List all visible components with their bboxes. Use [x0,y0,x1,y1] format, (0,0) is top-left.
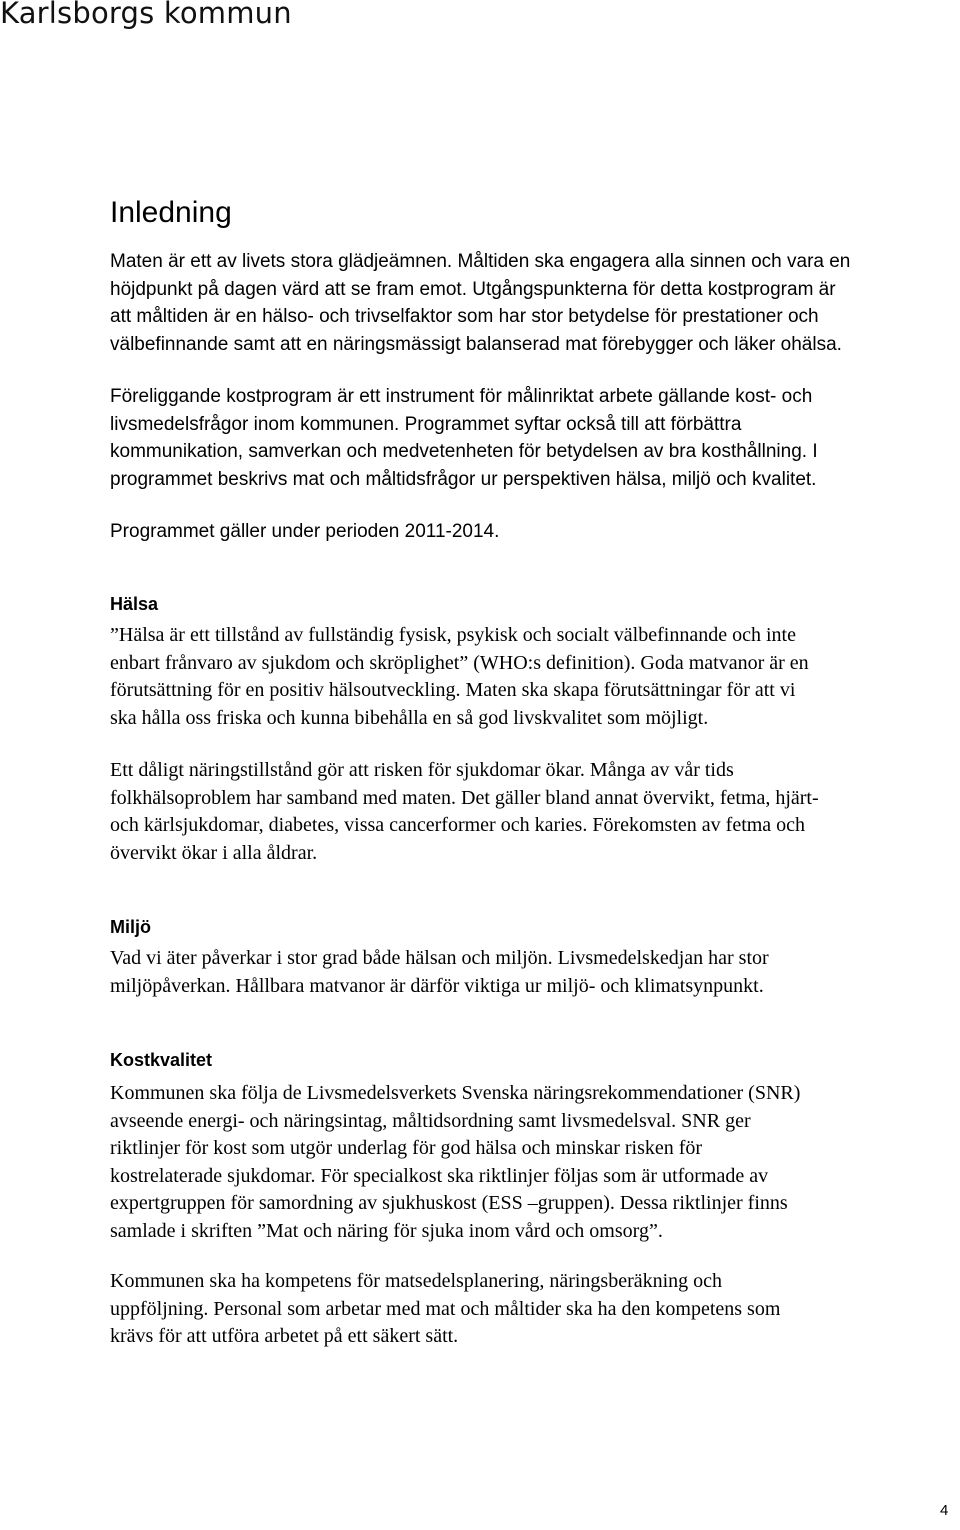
kostkvalitet-paragraph-1 [110,1080,800,1245]
text-line: enbart frånvaro av sjukdom och skröplighet” (WHO:s definition). Goda matvanor är en [110,651,809,674]
text-line: samlade i skriften ”Mat och näring för sjuka inom vård och omsorg”. [110,1219,663,1242]
text-line: livsmedelsfrågor inom kommunen. Programmet syftar också till att förbättra [110,413,742,435]
text-line: Programmet gäller under perioden 2011-2014. [110,521,500,542]
text-line: miljöpåverkan. Hållbara matvanor är därför viktiga ur miljö- och klimatsynpunkt. [110,974,764,997]
text-line: att måltiden är en hälso- och trivselfaktor som har stor betydelse för prestationer och [110,306,819,327]
intro-paragraph-2 [110,383,818,493]
text-line: välbefinnande samt att en näringsmässigt balanserad mat förebygger och läker ohälsa. [110,333,842,355]
text-line: ”Hälsa är ett tillstånd av fullständig fysisk, psykisk och socialt välbefinnande och inte [110,624,796,646]
text-line: ska hålla oss friska och kunna bibehålla en så god livskvalitet som möjligt. [110,706,709,729]
section-heading-halsa: Hälsa [110,594,159,614]
section-heading-kostkvalitet: Kostkvalitet [110,1050,213,1070]
text-line: uppföljning. Personal som arbetar med mat och måltider ska ha den kompetens som [110,1297,781,1320]
text-line: kommunikation, samverkan och medvetenheten för betydelsen av bra kosthållning. I [110,441,818,462]
text-line: expertgruppen för samordning av sjukhuskost (ESS –gruppen). Dessa riktlinjer finns [110,1192,788,1214]
text-line: Ett dåligt näringstillstånd gör att risken för sjukdomar ökar. Många av vår tids [110,759,734,781]
text-line: förutsättning för en positiv hälsoutveckling. Maten ska skapa förutsättningar för att vi [110,679,796,701]
intro-paragraph-3 [110,518,499,546]
kostkvalitet-paragraph-2 [110,1268,780,1351]
text-line: programmet beskrivs mat och måltidsfrågor ur perspektiven hälsa, miljö och kvalitet. [110,468,817,490]
text-line: och kärlsjukdomar, diabetes, vissa cancerformer och karies. Förekomsten av fetma och [110,814,806,836]
miljo-paragraph-1 [110,945,769,1000]
text-line: Föreliggande kostprogram är ett instrument för målinriktat arbete gällande kost- och [110,386,813,407]
text-line: Maten är ett av livets stora glädjeämnen. Måltiden ska engagera alla sinnen och vara en [110,251,851,272]
text-line: folkhälsoproblem har samband med maten. Det gäller bland annat övervikt, fetma, hjärt- [110,786,819,809]
text-line: Kommunen ska ha kompetens för matsedelsplanering, näringsberäkning och [110,1270,723,1292]
text-line: krävs för att utföra arbetet på ett säkert sätt. [110,1325,459,1347]
halsa-paragraph-2 [110,757,819,867]
text-line: höjdpunkt på dagen värd att se fram emot. Utgångspunkterna för detta kostprogram är [110,278,836,300]
page-header: Karlsborgs kommun [0,0,292,30]
page-number: 4 [940,1502,949,1519]
section-heading-miljo: Miljö [110,917,151,937]
halsa-paragraph-1 [110,622,809,732]
text-line: Vad vi äter påverkar i stor grad både hälsan och miljön. Livsmedelskedjan har stor [110,947,769,969]
text-line: Kommunen ska följa de Livsmedelsverkets Svenska näringsrekommendationer (SNR) [110,1082,801,1104]
section-heading-inledning: Inledning [110,196,232,229]
text-line: avseende energi- och näringsintag, måltidsordning samt livsmedelsval. SNR ger [110,1109,751,1132]
text-line: kostrelaterade sjukdomar. För specialkost ska riktlinjer följas som är utformade av [110,1164,769,1187]
text-line: riktlinjer för kost som utgör underlag för god hälsa och minskar risken för [110,1137,703,1159]
intro-paragraph-1 [110,248,850,358]
text-line: övervikt ökar i alla åldrar. [110,841,318,864]
